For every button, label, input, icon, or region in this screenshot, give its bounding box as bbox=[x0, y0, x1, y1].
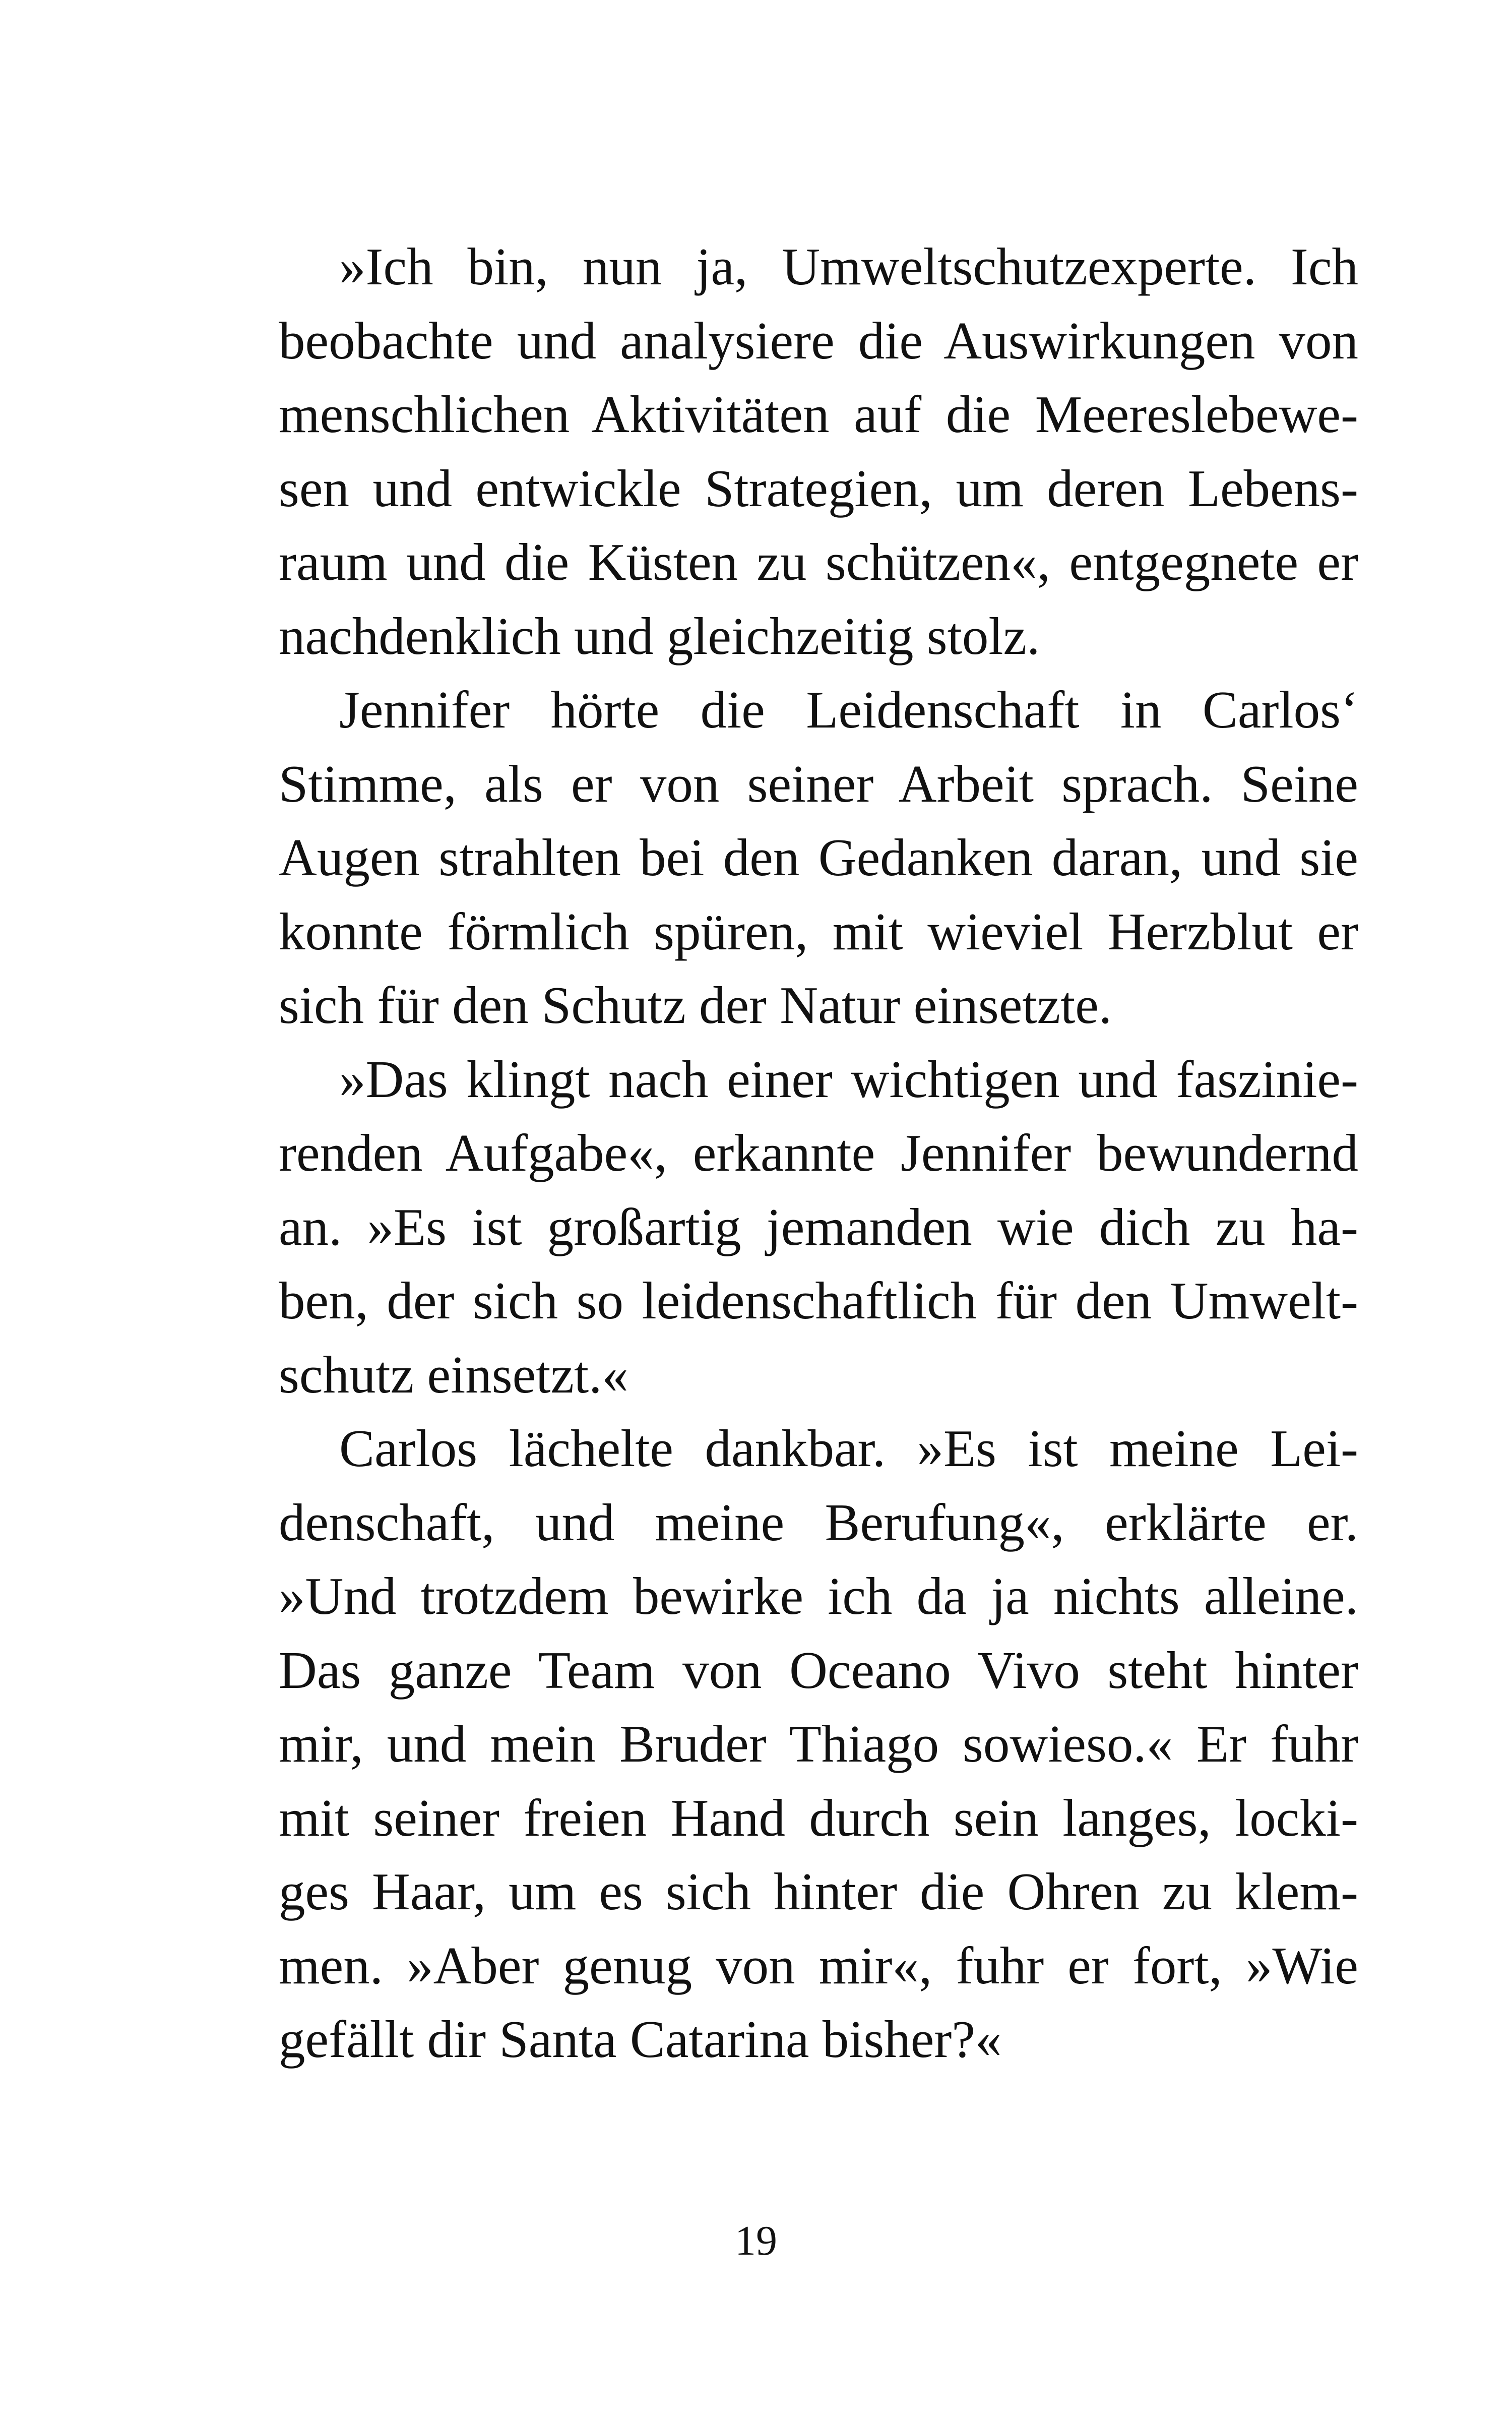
paragraph-4 bbox=[279, 1412, 1358, 2077]
text-line: an. »Es ist großartig jemanden wie dich zu ha- bbox=[279, 1197, 1358, 1256]
text-line: denschaft, und meine Berufung«, erklärte er. bbox=[279, 1492, 1358, 1552]
text-line: mir, und mein Bruder Thiago sowieso.« Er fuhr bbox=[279, 1714, 1358, 1773]
text-line: Carlos lächelte dankbar. »Es ist meine Lei- bbox=[339, 1419, 1358, 1478]
text-line: renden Aufgabe«, erkannte Jennifer bewundernd bbox=[279, 1123, 1358, 1182]
text-line: men. »Aber genug von mir«, fuhr er fort, »Wie bbox=[279, 1935, 1358, 1995]
text-line: menschlichen Aktivitäten auf die Meereslebewe- bbox=[279, 385, 1358, 444]
paragraph-1 bbox=[279, 230, 1358, 673]
text-line: sen und entwickle Strategien, um deren Lebens- bbox=[279, 458, 1358, 518]
text-line: Stimme, als er von seiner Arbeit sprach. Seine bbox=[279, 754, 1358, 813]
text-line: gefällt dir Santa Catarina bisher?« bbox=[279, 2010, 1002, 2069]
paragraph-3 bbox=[279, 1043, 1358, 1412]
text-line: ben, der sich so leidenschaftlich für den Umwelt- bbox=[279, 1271, 1358, 1330]
text-line: raum und die Küsten zu schützen«, entgegnete er bbox=[279, 532, 1358, 591]
text-line: »Das klingt nach einer wichtigen und faszinie- bbox=[339, 1049, 1358, 1109]
text-line: schutz einsetzt.« bbox=[279, 1345, 628, 1404]
body-text bbox=[279, 230, 1358, 2077]
text-line: konnte förmlich spüren, mit wieviel Herzblut er bbox=[279, 901, 1358, 961]
text-line: Das ganze Team von Oceano Vivo steht hinter bbox=[279, 1640, 1358, 1700]
text-line: sich für den Schutz der Natur einsetzte. bbox=[279, 976, 1112, 1035]
text-line: nachdenklich und gleichzeitig stolz. bbox=[279, 606, 1040, 666]
text-line: beobachte und analysiere die Auswirkungen von bbox=[279, 311, 1358, 370]
text-line: »Und trotzdem bewirke ich da ja nichts alleine. bbox=[279, 1566, 1358, 1625]
paragraph-2 bbox=[279, 673, 1358, 1043]
text-line: ges Haar, um es sich hinter die Ohren zu klem- bbox=[279, 1862, 1358, 1921]
text-line: »Ich bin, nun ja, Umweltschutzexperte. Ich bbox=[339, 237, 1358, 296]
page-number: 19 bbox=[735, 2217, 777, 2264]
text-line: Augen strahlten bei den Gedanken daran, und sie bbox=[279, 828, 1358, 887]
text-line: Jennifer hörte die Leidenschaft in Carlos‘ bbox=[339, 680, 1358, 739]
text-line: mit seiner freien Hand durch sein langes, locki- bbox=[279, 1788, 1358, 1847]
